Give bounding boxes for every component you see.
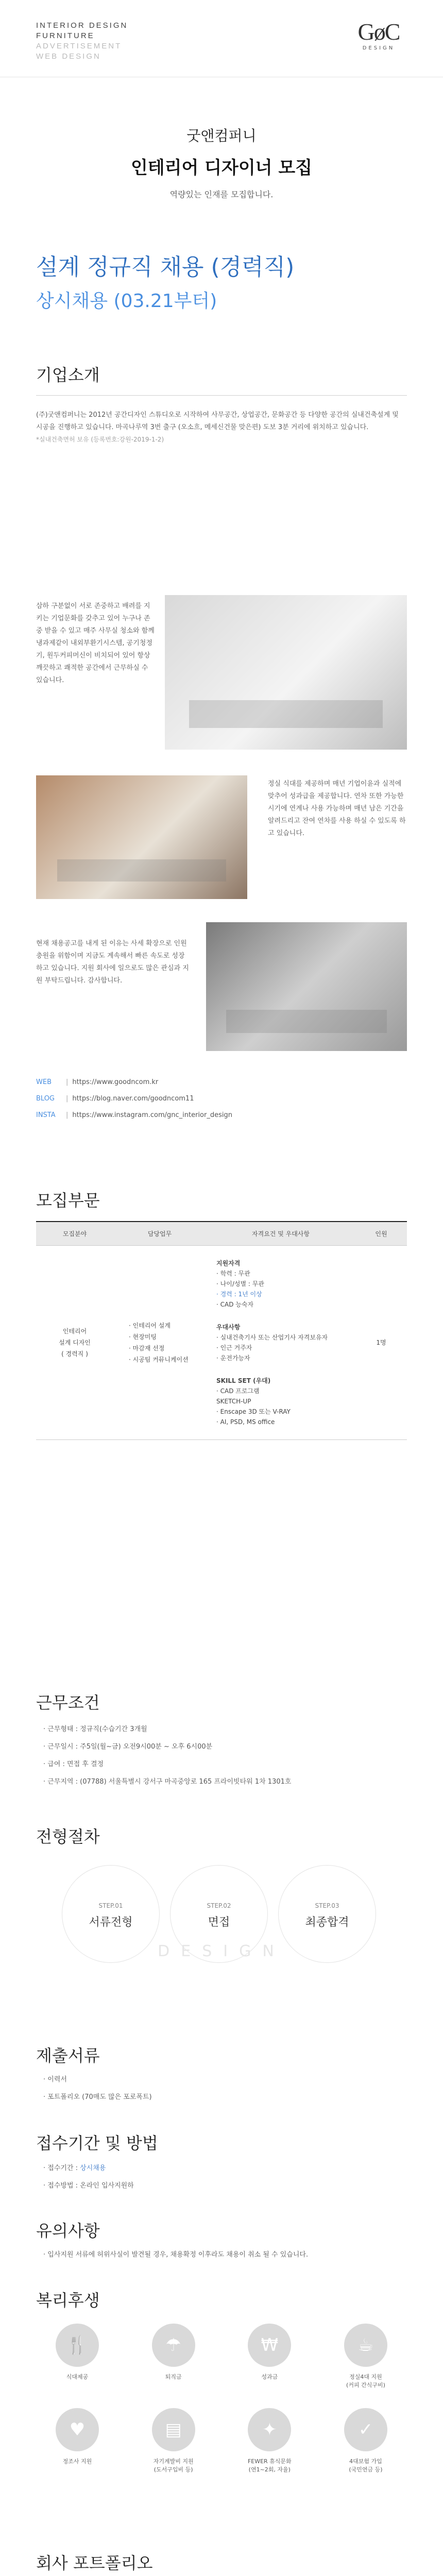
skill-item: · CAD 프로그램	[216, 1387, 260, 1395]
documents-heading: 제출서류	[36, 2046, 100, 2065]
process-watermark: DESIGN	[158, 1942, 285, 1960]
company-logo[interactable]	[350, 19, 407, 51]
benefit-item	[238, 2324, 300, 2389]
benefit-label: 퇴직금	[165, 2374, 182, 2380]
link-separator: |	[66, 1078, 69, 1086]
qualification-item: · 나이/성별 : 무관	[216, 1280, 264, 1287]
skill-item: · AI, PSD, MS office	[216, 1418, 275, 1426]
skill-item: SKETCH-UP	[216, 1397, 251, 1405]
duty-item: · 현장미팅	[129, 1333, 157, 1341]
service-interior: INTERIOR DESIGN	[36, 21, 128, 30]
conditions-list	[43, 1721, 291, 1791]
intro-benefit-text: 정실 식대를 제공하며 매년 기업이윤과 실적에 맞추어 성과급을 제공합니다. 연차 또한 가능한 시기에 연계나 사용 가능하며 매년 남은 기간을 알려드리고 잔여 연차를 사용 하실 수 있도록 하고 있습니다.	[268, 780, 406, 837]
qualification-item: · 학력 : 무관	[216, 1269, 250, 1277]
step-3	[276, 1902, 379, 1929]
benefit-item	[143, 2324, 205, 2389]
col-requirements: 자격요건 및 우대사항	[206, 1222, 355, 1245]
logo-sub: DESIGN	[362, 45, 395, 51]
portfolio-heading: 회사 포트폴리오	[36, 2553, 153, 2573]
step-2	[167, 1902, 270, 1929]
step-number: STEP.01	[98, 1902, 123, 1909]
process-steps	[57, 1865, 386, 1973]
period-value: 상시채용	[80, 2164, 106, 2172]
link-url[interactable]: https://blog.naver.com/goodncom11	[72, 1095, 194, 1103]
documents-list	[43, 2071, 152, 2106]
period-heading: 접수기간 및 방법	[36, 2133, 158, 2153]
preference-title: 우대사항	[216, 1323, 241, 1331]
intro-growth-text: 현재 채용공고를 내게 된 이유는 사세 확장으로 인원충원을 위함이며 지금도 계속해서 빠른 속도로 성장하고 있습니다. 지원 회사에 일으로도 많은 관심과 지원 부탁드립니다. 감사합니다.	[36, 940, 189, 985]
links-list	[36, 1074, 232, 1124]
preference-item: · 실내건축기사 또는 산업기사 자격보유자	[216, 1333, 328, 1341]
page-tagline: 역량있는 인재를 모집합니다.	[169, 190, 274, 199]
link-web[interactable]	[36, 1074, 232, 1091]
link-url[interactable]: https://www.instagram.com/gnc_interior_design	[72, 1111, 232, 1119]
step-number: STEP.02	[207, 1902, 231, 1909]
link-url[interactable]: https://www.goodncom.kr	[72, 1078, 159, 1086]
holiday-icon: ✦	[248, 2408, 291, 2451]
period-item	[43, 2160, 134, 2177]
benefits-heading: 복리후생	[36, 2291, 100, 2310]
field-cell: 인테리어 설계 디자인 ( 경력직 )	[36, 1245, 113, 1439]
step-name: 면접	[208, 1916, 230, 1929]
benefits-row	[46, 2408, 397, 2474]
company-name: 굿앤컴퍼니	[186, 127, 257, 144]
service-web: WEB DESIGN	[36, 52, 101, 61]
benefit-label: 정실4대 지원 (커피 간식구비)	[346, 2374, 385, 2388]
posting-subtitle: 상시채용 (03.21부터)	[36, 291, 217, 312]
service-advertisement: ADVERTISEMENT	[36, 42, 122, 50]
link-separator: |	[66, 1095, 69, 1103]
office-photo-3	[206, 922, 407, 1051]
benefit-label: 자기계발비 지원 (도서구입비 등)	[153, 2458, 194, 2473]
duty-item: · 시공팀 커뮤니케이션	[129, 1355, 189, 1363]
preference-item: · 인근 거주자	[216, 1344, 252, 1351]
benefit-item	[46, 2324, 108, 2389]
benefits-grid	[46, 2324, 397, 2493]
count-cell: 1명	[355, 1245, 407, 1439]
benefit-item	[46, 2408, 108, 2474]
link-separator: |	[66, 1111, 69, 1119]
notice-heading: 유의사항	[36, 2221, 100, 2241]
divider	[36, 395, 407, 396]
condition-item: · 근무일시 : 주5일(월~금) 오전9시00분 ~ 오후 6시00분	[43, 1743, 213, 1751]
link-key: INSTA	[36, 1111, 56, 1119]
benefits-row	[46, 2324, 397, 2389]
insurance-icon: ♥	[56, 2408, 99, 2451]
benefit-label: 정조사 지원	[62, 2458, 92, 2465]
benefit-label: 4대보험 가입 (국민연금 등)	[349, 2458, 383, 2473]
benefit-label: 성과금	[261, 2374, 278, 2380]
step-number: STEP.03	[315, 1902, 339, 1909]
office-photo-2	[36, 775, 247, 899]
qualification-block	[216, 1258, 345, 1310]
table-row	[36, 1245, 407, 1439]
benefit-item	[238, 2408, 300, 2474]
skill-title: SKILL SET (우대)	[216, 1377, 271, 1384]
intro-heading: 기업소개	[36, 365, 100, 385]
period-item: · 접수방법 : 온라인 입사지원하	[43, 2182, 134, 2190]
qualification-title: 지원자격	[216, 1259, 241, 1267]
recruit-table	[36, 1221, 407, 1440]
notice-item: · 입사지원 서류에 허위사실이 발견될 경우, 채용확정 이후라도 채용이 취소 될 수 있습니다.	[43, 2251, 309, 2259]
link-key: BLOG	[36, 1095, 55, 1103]
book-icon: ▤	[152, 2408, 195, 2451]
conditions-heading: 근무조건	[36, 1693, 100, 1713]
severance-icon: ☂	[152, 2324, 195, 2367]
document-item: · 포트폴리오 (70매도 많은 포로폭트)	[43, 2093, 152, 2101]
benefit-item	[335, 2324, 397, 2389]
intro-culture-text: 삼하 구분없이 서로 존중하고 배려를 지키는 기업문화를 갖추고 있어 누구나 존중 받을 수 있고 매주 사무실 청소와 함께 냉과제같이 내외부환기시스템, 공기청정기, 원두커피머신이 비치되어 있어 항상 깨끗하고 쾌적한 공간에서 근무하실 수 있습니다.	[36, 602, 155, 684]
document-item: · 이력서	[43, 2076, 67, 2083]
duty-item: · 마감재 선정	[129, 1344, 165, 1352]
duty-item: · 인테리어 설계	[129, 1321, 171, 1329]
step-name: 서류전형	[89, 1916, 133, 1929]
page-title: 인테리어 디자이너 모집	[130, 158, 313, 178]
meal-icon: 🍴	[56, 2324, 99, 2367]
process-heading: 전형절차	[36, 1827, 100, 1846]
benefit-label: FEWER 휴식문화 (연1~2회, 자율)	[247, 2458, 292, 2473]
posting-title: 설계 정규직 채용 (경력직)	[36, 254, 295, 280]
preference-block	[216, 1322, 345, 1363]
page-header	[0, 0, 443, 77]
qualification-item: · CAD 능숙자	[216, 1300, 254, 1308]
preference-item: · 운전가능자	[216, 1354, 250, 1362]
link-key: WEB	[36, 1078, 52, 1086]
condition-item: · 근무형태 : 정규직(수습기간 3개월	[43, 1725, 147, 1733]
col-count: 인원	[355, 1222, 407, 1245]
intro-text: (주)굿앤컴퍼니는 2012년 공간디자인 스튜디오로 시작하여 사무공간, 상업공간, 문화공간 등 다양한 공간의 실내건축설계 및 시공을 진행하고 있습니다. 마곡나루역 3번 출구 (오소흐, 메세신건물 맞은편) 도보 3분 거리에 위치하고 있습니다.	[36, 411, 399, 431]
condition-item: · 급여 : 면접 후 결정	[43, 1760, 104, 1768]
service-furniture: FURNITURE	[36, 31, 95, 40]
bonus-icon: ₩	[248, 2324, 291, 2367]
logo-mark: GøC	[357, 19, 400, 45]
intro-license-note: *실내건축면허 보유 (등록번호:강원-2019-1-2)	[36, 436, 164, 443]
skill-item: · Enscape 3D 또는 V-RAY	[216, 1408, 291, 1415]
requirements-cell	[206, 1245, 355, 1439]
qualification-item: · 경력 : 1년 이상	[216, 1290, 262, 1298]
col-field: 모집분야	[36, 1222, 113, 1245]
table-header-row	[36, 1222, 407, 1245]
health-icon: ✓	[344, 2408, 387, 2451]
skill-block	[216, 1376, 345, 1427]
period-list	[43, 2160, 134, 2195]
notice-list	[43, 2246, 308, 2264]
duty-cell	[113, 1245, 206, 1439]
recruit-heading: 모집부문	[36, 1191, 100, 1210]
link-blog[interactable]	[36, 1091, 232, 1107]
link-insta[interactable]	[36, 1107, 232, 1124]
step-1	[59, 1902, 162, 1929]
header-services	[36, 21, 128, 62]
step-name: 최종합격	[305, 1916, 349, 1929]
condition-item: · 근무지역 : (07788) 서울특별시 강서구 마곡중앙로 165 프라이빗타워 1차 1301호	[43, 1778, 292, 1786]
office-photo-1	[165, 595, 407, 750]
benefit-item	[335, 2408, 397, 2474]
period-label: · 접수기간 :	[43, 2164, 80, 2172]
benefit-label: 식대제공	[66, 2374, 89, 2380]
coffee-icon: ☕	[344, 2324, 387, 2367]
benefit-item	[143, 2408, 205, 2474]
col-duty: 담당업무	[113, 1222, 206, 1245]
